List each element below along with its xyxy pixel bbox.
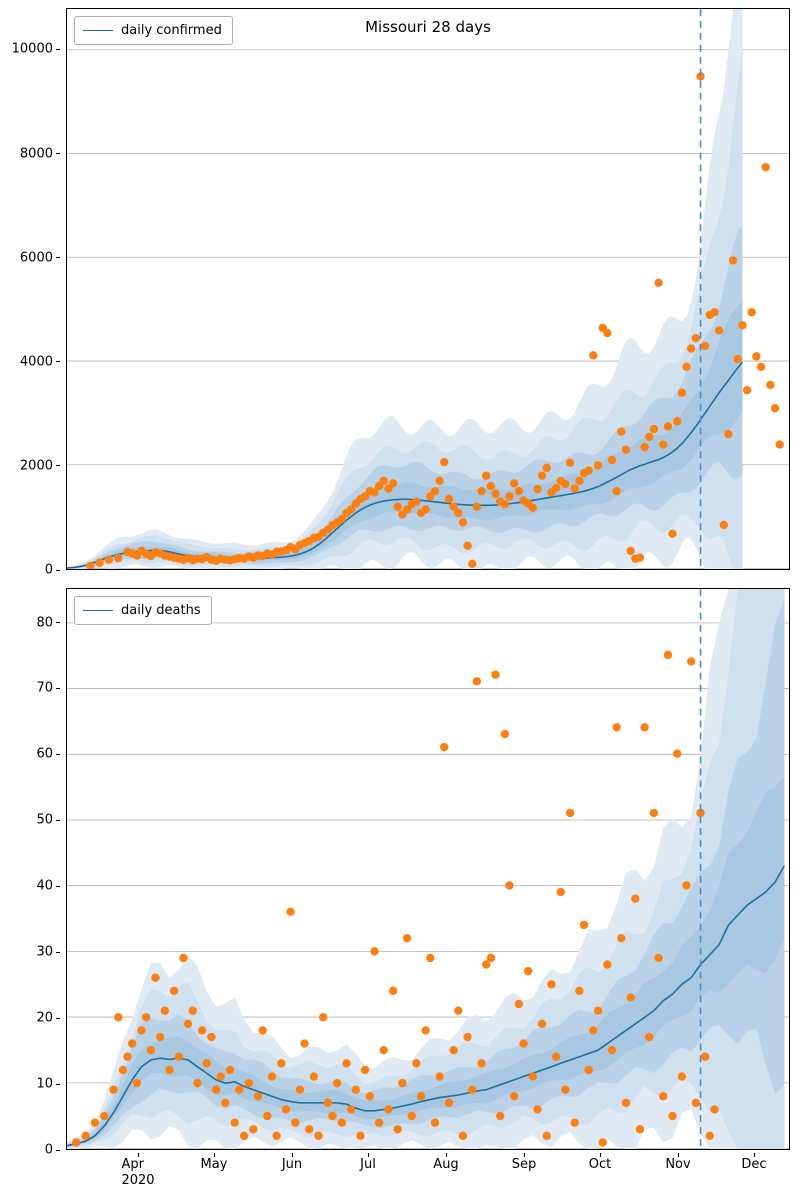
data-point [682, 881, 690, 889]
data-point [314, 1132, 322, 1140]
data-point [161, 1007, 169, 1015]
data-point [133, 1079, 141, 1087]
data-point [608, 456, 616, 464]
data-point [673, 417, 681, 425]
plot-area-deaths [66, 588, 790, 1150]
data-point [305, 1125, 313, 1133]
data-point [668, 1112, 676, 1120]
x-tick-mark [138, 1153, 139, 1157]
data-point [361, 1066, 369, 1074]
data-point [761, 163, 769, 171]
x-tick-label: Nov [665, 1157, 691, 1172]
data-point [393, 503, 401, 511]
data-point [664, 651, 672, 659]
x-tick-mark [524, 1153, 525, 1157]
data-point [426, 954, 434, 962]
data-point [319, 1013, 327, 1021]
data-point [659, 440, 667, 448]
data-point [454, 509, 462, 517]
data-point [766, 381, 774, 389]
data-point [473, 503, 481, 511]
data-point [636, 553, 644, 561]
x-tick-label: Apr 2020 [121, 1157, 155, 1188]
data-point [338, 1119, 346, 1127]
data-point [109, 1086, 117, 1094]
data-point [370, 947, 378, 955]
data-point [622, 446, 630, 454]
data-point [491, 490, 499, 498]
x-tick-label: Aug [433, 1157, 459, 1172]
uncertainty-bands [67, 9, 742, 569]
y-axis-deaths [0, 588, 60, 1158]
data-point [245, 1079, 253, 1087]
data-point [589, 351, 597, 359]
data-point [375, 1119, 383, 1127]
data-point [380, 1046, 388, 1054]
data-point [533, 1105, 541, 1113]
data-point [412, 497, 420, 505]
data-point [105, 555, 113, 563]
data-point [296, 1086, 304, 1094]
data-point [654, 954, 662, 962]
data-point [557, 888, 565, 896]
legend-label: daily confirmed [121, 23, 222, 38]
data-point [561, 1086, 569, 1094]
data-point [203, 1059, 211, 1067]
data-point [282, 1105, 290, 1113]
data-point [743, 386, 751, 394]
data-point [575, 987, 583, 995]
data-point [463, 541, 471, 549]
data-point [738, 321, 746, 329]
x-tick-mark [368, 1153, 369, 1157]
data-point [664, 422, 672, 430]
data-point [207, 1033, 215, 1041]
y-tick-label: 4000 [19, 354, 53, 370]
data-point [589, 1026, 597, 1034]
data-point [72, 1138, 80, 1146]
data-point [715, 326, 723, 334]
data-point [463, 1033, 471, 1041]
data-point [603, 960, 611, 968]
y-tick-mark [56, 257, 60, 258]
data-point [277, 1059, 285, 1067]
data-point [571, 484, 579, 492]
data-point [678, 389, 686, 397]
data-point [650, 425, 658, 433]
y-tick-label: 40 [36, 878, 53, 894]
data-point [114, 554, 122, 562]
y-tick-label: 20 [36, 1010, 53, 1026]
data-point [543, 1132, 551, 1140]
data-point [263, 1112, 271, 1120]
data-point [440, 458, 448, 466]
legend-label: daily deaths [121, 603, 201, 618]
data-point [547, 980, 555, 988]
data-point [771, 404, 779, 412]
x-tick-mark [678, 1153, 679, 1157]
x-axis-deaths [66, 1153, 790, 1199]
x-tick-mark [292, 1153, 293, 1157]
y-tick-mark [56, 361, 60, 362]
data-point [622, 1099, 630, 1107]
data-point [310, 1072, 318, 1080]
y-tick-mark [56, 688, 60, 689]
data-point [240, 1132, 248, 1140]
data-point [184, 1020, 192, 1028]
data-point [366, 1092, 374, 1100]
y-tick-label: 60 [36, 746, 53, 762]
data-point [221, 1099, 229, 1107]
data-point [645, 1033, 653, 1041]
data-point [431, 1119, 439, 1127]
data-point [384, 1105, 392, 1113]
data-point [552, 484, 560, 492]
data-point [496, 1112, 504, 1120]
data-point [459, 1132, 467, 1140]
data-point [342, 1059, 350, 1067]
data-point [687, 344, 695, 352]
data-point [533, 485, 541, 493]
data-point [566, 458, 574, 466]
data-point [692, 334, 700, 342]
y-tick-label: 30 [36, 944, 53, 960]
legend-line-icon [83, 30, 113, 31]
x-tick-label: May [200, 1157, 228, 1172]
data-point [431, 487, 439, 495]
data-point [212, 1086, 220, 1094]
x-tick-label: Jul [360, 1157, 376, 1172]
data-point [519, 1039, 527, 1047]
deaths-plot-svg [67, 589, 789, 1149]
y-tick-mark [56, 754, 60, 755]
data-point [324, 1099, 332, 1107]
data-point [449, 1046, 457, 1054]
data-point [193, 1079, 201, 1087]
data-point [510, 479, 518, 487]
y-tick-mark [56, 952, 60, 953]
data-point [687, 657, 695, 665]
x-tick-label: Oct [588, 1157, 612, 1172]
data-point [268, 1072, 276, 1080]
data-point [235, 1086, 243, 1094]
data-point [515, 487, 523, 495]
data-point [440, 743, 448, 751]
data-point [300, 1039, 308, 1047]
data-point [668, 530, 676, 538]
panel-daily-confirmed [0, 0, 800, 585]
data-point [445, 495, 453, 503]
data-point [594, 461, 602, 469]
y-tick-label: 50 [36, 812, 53, 828]
data-point [692, 1099, 700, 1107]
data-point [473, 677, 481, 685]
uncertainty-bands [67, 589, 784, 1149]
data-point [776, 440, 784, 448]
y-tick-mark [56, 622, 60, 623]
data-point [524, 967, 532, 975]
x-tick-mark [214, 1153, 215, 1157]
y-tick-mark [56, 1018, 60, 1019]
data-point [272, 1132, 280, 1140]
x-tick-mark [600, 1153, 601, 1157]
data-point [659, 1092, 667, 1100]
y-tick-mark [56, 570, 60, 571]
data-point [584, 466, 592, 474]
data-point [128, 1039, 136, 1047]
data-point [147, 1046, 155, 1054]
data-point [226, 1066, 234, 1074]
data-point [654, 279, 662, 287]
data-point [435, 1072, 443, 1080]
data-point [706, 1132, 714, 1140]
data-point [91, 1119, 99, 1127]
data-point [626, 547, 634, 555]
data-point [631, 895, 639, 903]
data-point [445, 1099, 453, 1107]
data-point [724, 430, 732, 438]
data-point [561, 480, 569, 488]
data-point [710, 308, 718, 316]
y-tick-mark [56, 153, 60, 154]
data-point [580, 921, 588, 929]
data-point [254, 1092, 262, 1100]
data-point [650, 809, 658, 817]
data-point [594, 1007, 602, 1015]
data-point [165, 1066, 173, 1074]
x-tick-label: Jun [281, 1157, 303, 1172]
y-tick-label: 6000 [19, 250, 53, 266]
data-point [505, 492, 513, 500]
y-tick-label: 0 [44, 562, 53, 578]
y-tick-label: 80 [36, 615, 53, 630]
data-point [729, 256, 737, 264]
data-point [291, 1119, 299, 1127]
data-point [352, 1086, 360, 1094]
data-point [179, 954, 187, 962]
data-point [682, 363, 690, 371]
data-point [189, 1007, 197, 1015]
data-point [501, 500, 509, 508]
data-point [720, 521, 728, 529]
data-point [678, 1072, 686, 1080]
data-point [412, 1059, 420, 1067]
legend-line-icon [83, 610, 113, 611]
data-point [757, 363, 765, 371]
data-point [216, 1072, 224, 1080]
data-point [626, 993, 634, 1001]
panel-daily-deaths [0, 585, 800, 1200]
data-point [347, 1105, 355, 1113]
y-tick-mark [56, 886, 60, 887]
data-point [612, 723, 620, 731]
data-point [599, 1138, 607, 1146]
y-tick-mark [56, 49, 60, 50]
data-point [170, 987, 178, 995]
data-point [198, 1026, 206, 1034]
data-point [422, 505, 430, 513]
data-point [529, 504, 537, 512]
data-point [81, 1132, 89, 1140]
data-point [95, 559, 103, 567]
data-point [645, 433, 653, 441]
data-point [487, 954, 495, 962]
y-tick-label: 0 [44, 1142, 53, 1158]
data-point [491, 671, 499, 679]
data-point [640, 443, 648, 451]
data-point [249, 1125, 257, 1133]
data-point [328, 1112, 336, 1120]
data-point [566, 809, 574, 817]
data-point [734, 355, 742, 363]
data-point [636, 1125, 644, 1133]
x-tick-year: 2020 [121, 1173, 155, 1188]
y-tick-mark [56, 465, 60, 466]
data-point [389, 987, 397, 995]
data-point [603, 329, 611, 337]
legend-confirmed [74, 16, 233, 45]
data-point [380, 477, 388, 485]
data-point [584, 1066, 592, 1074]
plot-area-confirmed [66, 8, 790, 570]
data-point [403, 934, 411, 942]
data-point [538, 471, 546, 479]
data-point [543, 464, 551, 472]
data-point [529, 1072, 537, 1080]
data-point [151, 974, 159, 982]
page-title: Missouri 28 days [365, 18, 491, 36]
data-point [142, 1013, 150, 1021]
data-point [393, 1125, 401, 1133]
data-point [435, 477, 443, 485]
data-point [123, 1053, 131, 1061]
data-point [487, 482, 495, 490]
data-point [482, 471, 490, 479]
data-point [175, 1053, 183, 1061]
data-point [612, 487, 620, 495]
data-point [748, 308, 756, 316]
data-point [408, 1112, 416, 1120]
data-point [701, 342, 709, 350]
y-tick-label: 10 [36, 1076, 53, 1092]
data-point [617, 934, 625, 942]
y-tick-label: 10000 [11, 41, 53, 57]
x-tick-mark [446, 1153, 447, 1157]
data-point [571, 1119, 579, 1127]
x-tick-label: Sep [511, 1157, 537, 1172]
data-point [538, 1020, 546, 1028]
data-point [640, 723, 648, 731]
data-point [119, 1066, 127, 1074]
y-tick-mark [56, 1150, 60, 1151]
data-point [258, 1026, 266, 1034]
data-point [515, 1000, 523, 1008]
data-point [417, 1092, 425, 1100]
data-point [477, 1059, 485, 1067]
data-point [398, 1079, 406, 1087]
data-point [468, 1086, 476, 1094]
x-tick-mark [754, 1153, 755, 1157]
data-point [477, 487, 485, 495]
y-tick-mark [56, 1084, 60, 1085]
x-tick-label: Dec [741, 1157, 767, 1172]
data-point [552, 1053, 560, 1061]
data-point [459, 518, 467, 526]
data-point [617, 427, 625, 435]
y-tick-label: 8000 [19, 146, 53, 161]
data-point [356, 1132, 364, 1140]
data-point [701, 1053, 709, 1061]
y-tick-label: 70 [36, 680, 53, 696]
data-point [333, 1079, 341, 1087]
data-point [608, 1046, 616, 1054]
data-point [468, 560, 476, 568]
confirmed-plot-svg [67, 9, 789, 569]
data-point [286, 908, 294, 916]
y-tick-label: 2000 [19, 458, 53, 474]
data-point [505, 881, 513, 889]
data-point [156, 1033, 164, 1041]
data-point [575, 477, 583, 485]
data-point [673, 750, 681, 758]
legend-deaths [74, 596, 212, 625]
y-axis-confirmed [0, 8, 60, 578]
data-point [752, 352, 760, 360]
data-point [510, 1092, 518, 1100]
data-point [422, 1026, 430, 1034]
data-point [114, 1013, 122, 1021]
data-point [137, 1026, 145, 1034]
data-point [710, 1105, 718, 1113]
data-point [231, 1119, 239, 1127]
data-point [454, 1007, 462, 1015]
data-point [389, 479, 397, 487]
data-point [501, 730, 509, 738]
data-point [100, 1112, 108, 1120]
y-tick-mark [56, 820, 60, 821]
